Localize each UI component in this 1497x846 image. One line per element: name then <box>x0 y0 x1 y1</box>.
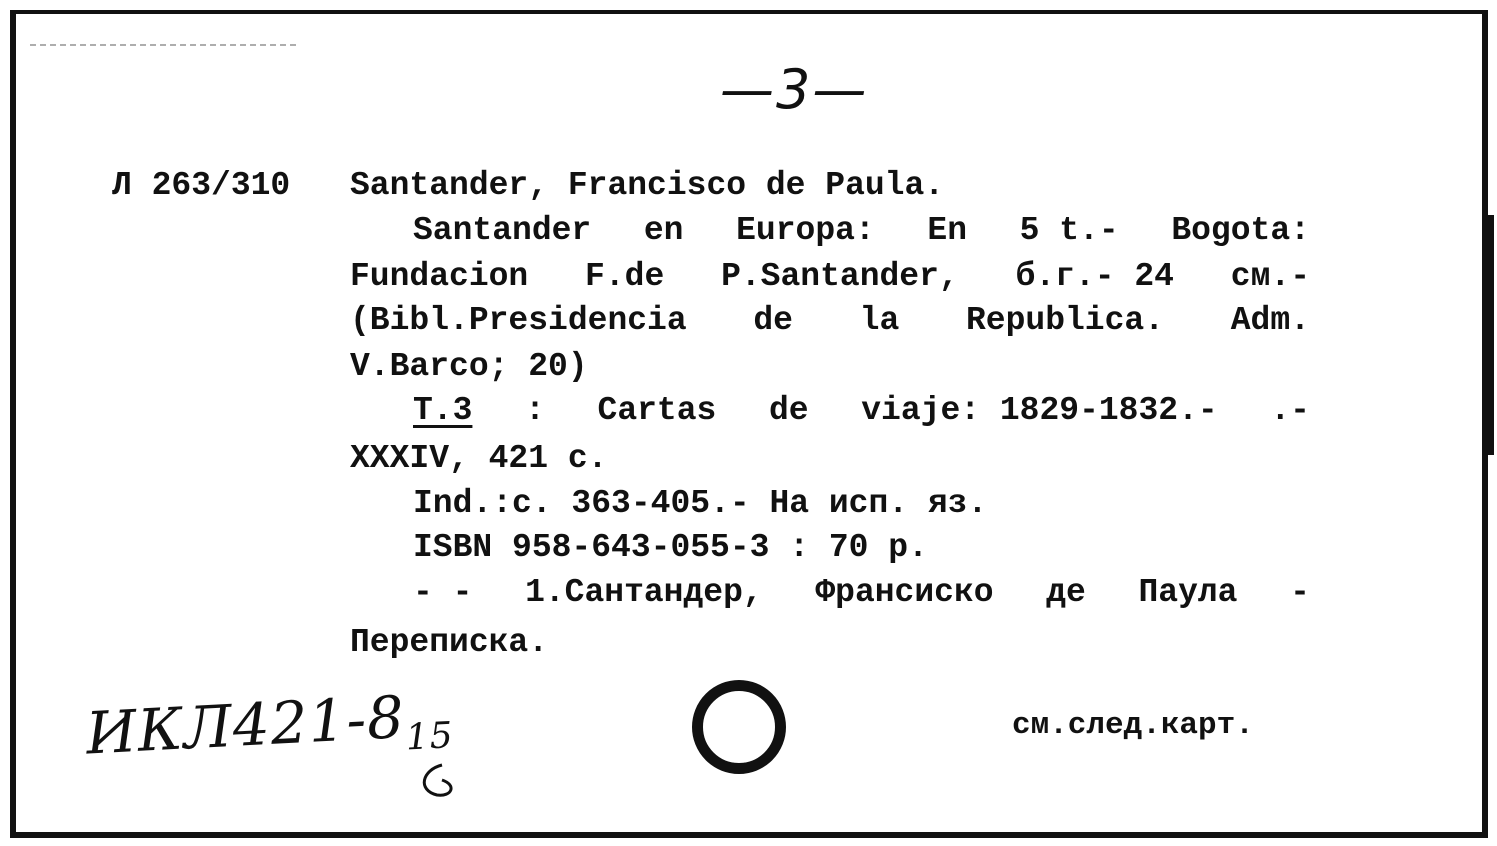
isbn-line: ISBN 958-643-055-3 : 70 р. <box>413 529 928 566</box>
volume-line <box>413 392 1310 429</box>
series-word: (Bibl.Presidencia <box>350 302 687 339</box>
title-word: Bogota: <box>1171 212 1310 249</box>
volume-word: viaje: 1829-1832.- <box>861 392 1218 429</box>
volume-label: Т.3 <box>413 392 473 429</box>
see-next-card: см.след.карт. <box>1012 708 1254 743</box>
faint-scan-line <box>30 44 300 46</box>
publisher-word: см.- <box>1230 258 1310 295</box>
subject-word: - <box>1290 574 1310 611</box>
title-word: En <box>927 212 967 249</box>
publisher-word: F.de <box>585 258 665 295</box>
series-word: de <box>753 302 793 339</box>
pagination: XXXIV, 421 с. <box>350 440 608 477</box>
author-heading: Santander, Francisco de Paula. <box>350 167 945 204</box>
volume-word: de <box>768 392 809 429</box>
title-word: en <box>643 212 684 249</box>
publisher-word: Fundacion <box>350 258 529 295</box>
publisher-word: P.Santander, <box>721 258 959 295</box>
handwritten-scribble <box>412 725 507 805</box>
subject-word: де <box>1046 574 1086 611</box>
subject-line <box>413 574 1310 611</box>
card-edge-mark <box>1486 215 1494 455</box>
subject-word: - - <box>413 574 473 611</box>
shelf-mark: Л 263/310 <box>112 167 291 204</box>
volume-word: : <box>525 392 545 429</box>
volume-word: .- <box>1270 392 1310 429</box>
publisher-line <box>350 258 1310 295</box>
series-end: V.Barco; 20) <box>350 348 588 385</box>
handwritten-subscript: 15 <box>404 714 455 759</box>
series-word: la <box>859 302 900 339</box>
series-line <box>350 302 1310 339</box>
subject-word: 1.Сантандер, <box>525 574 763 611</box>
publisher-word: б.г.- 24 <box>1015 258 1174 295</box>
page-number: —3— <box>720 58 869 121</box>
series-word: Adm. <box>1230 302 1310 339</box>
title-word: Santander <box>413 212 592 249</box>
subject-end: Переписка. <box>350 624 549 661</box>
subject-word: Франсиско <box>815 574 994 611</box>
title-word: Europa: <box>736 212 875 249</box>
index-note: Ind.:c. 363-405.- На исп. яз. <box>413 485 988 522</box>
handwritten-code-text: ИКЛ421-8 <box>84 682 407 768</box>
stamp-circle-mark <box>692 680 786 774</box>
series-word: Republica. <box>965 302 1165 339</box>
subject-word: Паула <box>1138 574 1238 611</box>
volume-word: Cartas <box>597 392 717 429</box>
title-word: 5 t.- <box>1019 212 1119 249</box>
title-line <box>413 212 1310 249</box>
